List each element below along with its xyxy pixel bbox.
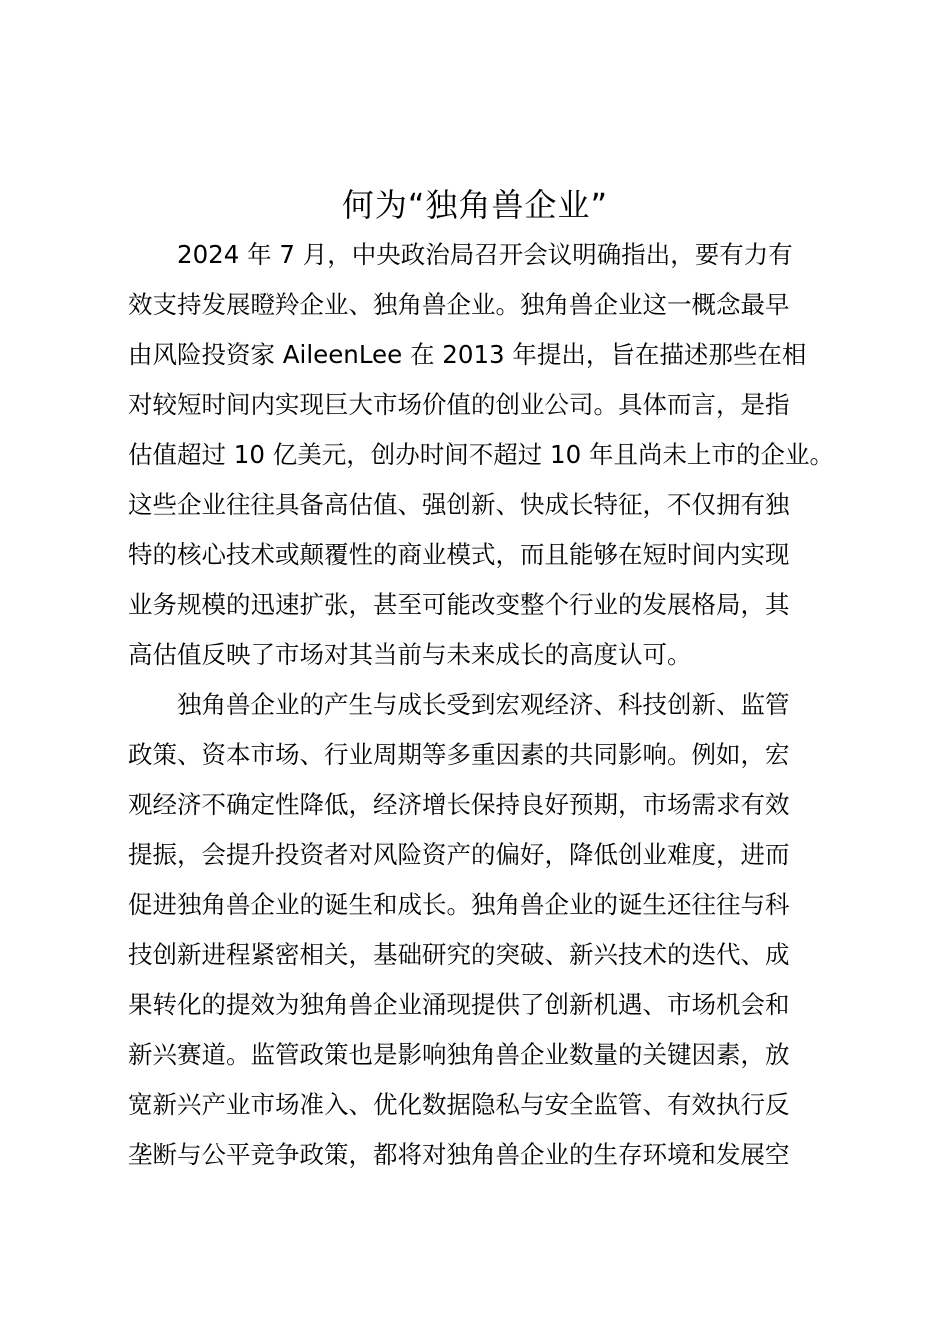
paragraph-2-line-8: 新兴赛道。监管政策也是影响独角兽企业数量的关键因素，放 [128, 1040, 790, 1069]
paragraph-1-line-1: 2024 年 7 月，中央政治局召开会议明确指出，要有力有 [177, 240, 793, 269]
paragraph-1-line-8: 业务规模的迅速扩张，甚至可能改变整个行业的发展格局，其 [128, 590, 790, 619]
paragraph-2-line-3: 观经济不确定性降低，经济增长保持良好预期，市场需求有效 [128, 790, 790, 819]
paragraph-2-line-2: 政策、资本市场、行业周期等多重因素的共同影响。例如，宏 [128, 740, 790, 769]
paragraph-2-line-7: 果转化的提效为独角兽企业涌现提供了创新机遇、市场机会和 [128, 990, 790, 1019]
paragraph-1-line-6: 这些企业往往具备高估值、强创新、快成长特征，不仅拥有独 [128, 490, 790, 519]
paragraph-1-line-5: 估值超过 10 亿美元，创办时间不超过 10 年且尚未上市的企业。 [128, 440, 834, 469]
paragraph-1-line-2: 效支持发展瞪羚企业、独角兽企业。独角兽企业这一概念最早 [128, 290, 790, 319]
paragraph-2-line-4: 提振，会提升投资者对风险资产的偏好，降低创业难度，进而 [128, 840, 790, 869]
paragraph-1-line-4: 对较短时间内实现巨大市场价值的创业公司。具体而言，是指 [128, 390, 790, 419]
paragraph-2-line-9: 宽新兴产业市场准入、优化数据隐私与安全监管、有效执行反 [128, 1090, 790, 1119]
paragraph-2-line-10: 垄断与公平竞争政策，都将对独角兽企业的生存环境和发展空 [128, 1140, 790, 1169]
paragraph-2-line-6: 技创新进程紧密相关，基础研究的突破、新兴技术的迭代、成 [128, 940, 790, 969]
paragraph-2-line-5: 促进独角兽企业的诞生和成长。独角兽企业的诞生还往往与科 [128, 890, 790, 919]
paragraph-1-line-3: 由风险投资家 AileenLee 在 2013 年提出，旨在描述那些在相 [128, 340, 807, 369]
page-title: 何为“独角兽企业” [341, 186, 609, 224]
paragraph-2-line-1: 独角兽企业的产生与成长受到宏观经济、科技创新、监管 [177, 690, 790, 719]
paragraph-1-line-7: 特的核心技术或颠覆性的商业模式，而且能够在短时间内实现 [128, 540, 790, 569]
paragraph-1-line-9: 高估值反映了市场对其当前与未来成长的高度认可。 [128, 640, 692, 669]
